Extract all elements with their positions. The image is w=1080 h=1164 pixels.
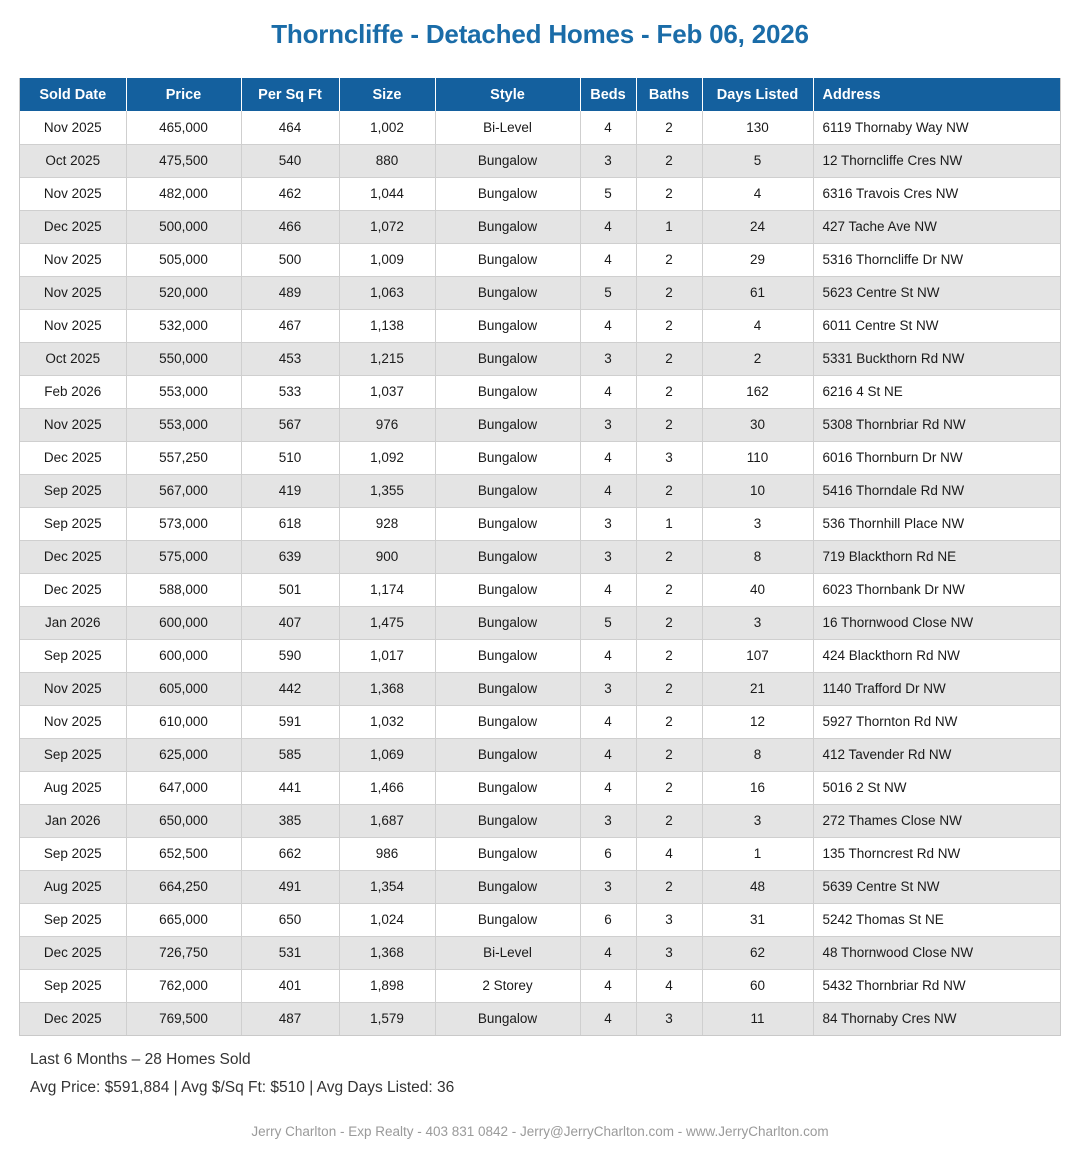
cell-per-sq-ft: 407 [241, 606, 339, 639]
table-row [20, 408, 1060, 441]
table-row [20, 144, 1060, 177]
cell-baths: 2 [636, 375, 702, 408]
column-header-style[interactable]: Style [435, 78, 580, 111]
cell-per-sq-ft: 453 [241, 342, 339, 375]
cell-beds: 4 [580, 738, 636, 771]
cell-sold-date: Jan 2026 [20, 606, 126, 639]
summary-line-averages: Avg Price: $591,884 | Avg $/Sq Ft: $510 | Avg Days Listed: 36 [30, 1079, 455, 1096]
cell-price: 505,000 [126, 243, 241, 276]
cell-address: 5927 Thornton Rd NW [813, 705, 1060, 738]
cell-price: 600,000 [126, 606, 241, 639]
cell-per-sq-ft: 533 [241, 375, 339, 408]
cell-baths: 2 [636, 639, 702, 672]
cell-sold-date: Dec 2025 [20, 573, 126, 606]
cell-per-sq-ft: 650 [241, 903, 339, 936]
cell-baths: 3 [636, 903, 702, 936]
table-header-row [20, 78, 1060, 111]
cell-beds: 4 [580, 309, 636, 342]
cell-baths: 4 [636, 837, 702, 870]
cell-size: 1,368 [339, 672, 435, 705]
column-header-per-sq-ft[interactable]: Per Sq Ft [241, 78, 339, 111]
cell-address: 135 Thorncrest Rd NW [813, 837, 1060, 870]
cell-days-listed: 30 [702, 408, 813, 441]
cell-days-listed: 48 [702, 870, 813, 903]
cell-price: 500,000 [126, 210, 241, 243]
cell-beds: 3 [580, 342, 636, 375]
cell-sold-date: Nov 2025 [20, 672, 126, 705]
cell-sold-date: Aug 2025 [20, 870, 126, 903]
cell-per-sq-ft: 618 [241, 507, 339, 540]
cell-address: 5432 Thornbriar Rd NW [813, 969, 1060, 1002]
cell-beds: 3 [580, 540, 636, 573]
cell-address: 1140 Trafford Dr NW [813, 672, 1060, 705]
cell-beds: 4 [580, 936, 636, 969]
cell-address: 6023 Thornbank Dr NW [813, 573, 1060, 606]
cell-style: Bungalow [435, 771, 580, 804]
cell-style: Bungalow [435, 705, 580, 738]
table-row [20, 672, 1060, 705]
cell-style: Bungalow [435, 903, 580, 936]
cell-size: 1,024 [339, 903, 435, 936]
table-row [20, 969, 1060, 1002]
cell-style: Bungalow [435, 342, 580, 375]
cell-address: 5316 Thorncliffe Dr NW [813, 243, 1060, 276]
cell-price: 575,000 [126, 540, 241, 573]
cell-days-listed: 21 [702, 672, 813, 705]
cell-price: 647,000 [126, 771, 241, 804]
table-row [20, 540, 1060, 573]
cell-baths: 2 [636, 738, 702, 771]
table-row [20, 210, 1060, 243]
cell-sold-date: Oct 2025 [20, 342, 126, 375]
cell-per-sq-ft: 510 [241, 441, 339, 474]
cell-baths: 1 [636, 507, 702, 540]
cell-style: Bungalow [435, 606, 580, 639]
cell-per-sq-ft: 501 [241, 573, 339, 606]
cell-days-listed: 24 [702, 210, 813, 243]
cell-days-listed: 60 [702, 969, 813, 1002]
cell-days-listed: 162 [702, 375, 813, 408]
cell-address: 16 Thornwood Close NW [813, 606, 1060, 639]
cell-days-listed: 40 [702, 573, 813, 606]
cell-sold-date: Jan 2026 [20, 804, 126, 837]
cell-price: 550,000 [126, 342, 241, 375]
cell-baths: 4 [636, 969, 702, 1002]
cell-address: 6316 Travois Cres NW [813, 177, 1060, 210]
column-header-size[interactable]: Size [339, 78, 435, 111]
table-body [20, 111, 1060, 1035]
cell-size: 1,355 [339, 474, 435, 507]
cell-baths: 2 [636, 573, 702, 606]
cell-per-sq-ft: 442 [241, 672, 339, 705]
cell-address: 272 Thames Close NW [813, 804, 1060, 837]
cell-beds: 5 [580, 606, 636, 639]
cell-address: 5416 Thorndale Rd NW [813, 474, 1060, 507]
table-row [20, 606, 1060, 639]
cell-beds: 4 [580, 210, 636, 243]
cell-price: 553,000 [126, 408, 241, 441]
cell-sold-date: Sep 2025 [20, 969, 126, 1002]
cell-address: 6016 Thornburn Dr NW [813, 441, 1060, 474]
cell-address: 412 Tavender Rd NW [813, 738, 1060, 771]
cell-baths: 2 [636, 276, 702, 309]
cell-days-listed: 8 [702, 540, 813, 573]
cell-baths: 3 [636, 1002, 702, 1035]
cell-days-listed: 12 [702, 705, 813, 738]
cell-address: 719 Blackthorn Rd NE [813, 540, 1060, 573]
cell-days-listed: 3 [702, 606, 813, 639]
cell-style: Bungalow [435, 144, 580, 177]
cell-days-listed: 110 [702, 441, 813, 474]
cell-size: 1,475 [339, 606, 435, 639]
cell-beds: 3 [580, 870, 636, 903]
cell-per-sq-ft: 385 [241, 804, 339, 837]
cell-size: 1,174 [339, 573, 435, 606]
cell-style: Bungalow [435, 243, 580, 276]
cell-style: Bungalow [435, 639, 580, 672]
table-row [20, 342, 1060, 375]
table-row [20, 573, 1060, 606]
cell-sold-date: Sep 2025 [20, 738, 126, 771]
cell-days-listed: 29 [702, 243, 813, 276]
cell-size: 1,044 [339, 177, 435, 210]
cell-baths: 3 [636, 441, 702, 474]
table-header [20, 78, 1060, 111]
table-row [20, 705, 1060, 738]
table-row [20, 177, 1060, 210]
cell-days-listed: 16 [702, 771, 813, 804]
footer-contact: Jerry Charlton - Exp Realty - 403 831 0842 - Jerry@JerryCharlton.com - www.JerryCharlton.com [251, 1124, 829, 1139]
cell-size: 1,354 [339, 870, 435, 903]
cell-size: 986 [339, 837, 435, 870]
cell-sold-date: Sep 2025 [20, 639, 126, 672]
cell-size: 1,092 [339, 441, 435, 474]
cell-baths: 2 [636, 672, 702, 705]
cell-price: 557,250 [126, 441, 241, 474]
table-row [20, 243, 1060, 276]
cell-price: 625,000 [126, 738, 241, 771]
cell-price: 769,500 [126, 1002, 241, 1035]
cell-per-sq-ft: 590 [241, 639, 339, 672]
table-row [20, 441, 1060, 474]
cell-style: Bungalow [435, 573, 580, 606]
cell-baths: 2 [636, 474, 702, 507]
cell-beds: 6 [580, 903, 636, 936]
cell-per-sq-ft: 489 [241, 276, 339, 309]
cell-sold-date: Dec 2025 [20, 441, 126, 474]
cell-beds: 4 [580, 771, 636, 804]
cell-style: Bungalow [435, 507, 580, 540]
cell-address: 427 Tache Ave NW [813, 210, 1060, 243]
cell-days-listed: 62 [702, 936, 813, 969]
cell-size: 1,069 [339, 738, 435, 771]
cell-style: Bungalow [435, 474, 580, 507]
cell-baths: 2 [636, 144, 702, 177]
summary-line-homes-sold: Last 6 Months – 28 Homes Sold [30, 1051, 251, 1068]
cell-baths: 2 [636, 342, 702, 375]
cell-baths: 2 [636, 408, 702, 441]
cell-beds: 3 [580, 804, 636, 837]
cell-per-sq-ft: 462 [241, 177, 339, 210]
cell-baths: 2 [636, 111, 702, 144]
cell-sold-date: Sep 2025 [20, 474, 126, 507]
cell-sold-date: Nov 2025 [20, 276, 126, 309]
cell-address: 6216 4 St NE [813, 375, 1060, 408]
cell-per-sq-ft: 419 [241, 474, 339, 507]
cell-beds: 4 [580, 639, 636, 672]
cell-size: 1,009 [339, 243, 435, 276]
cell-size: 1,037 [339, 375, 435, 408]
cell-price: 482,000 [126, 177, 241, 210]
cell-address: 424 Blackthorn Rd NW [813, 639, 1060, 672]
cell-price: 650,000 [126, 804, 241, 837]
cell-beds: 4 [580, 573, 636, 606]
cell-baths: 2 [636, 177, 702, 210]
cell-days-listed: 31 [702, 903, 813, 936]
cell-address: 84 Thornaby Cres NW [813, 1002, 1060, 1035]
cell-sold-date: Nov 2025 [20, 408, 126, 441]
cell-price: 665,000 [126, 903, 241, 936]
cell-address: 5331 Buckthorn Rd NW [813, 342, 1060, 375]
cell-days-listed: 4 [702, 177, 813, 210]
cell-sold-date: Sep 2025 [20, 507, 126, 540]
table-row [20, 936, 1060, 969]
cell-sold-date: Sep 2025 [20, 837, 126, 870]
cell-price: 520,000 [126, 276, 241, 309]
cell-style: Bungalow [435, 210, 580, 243]
table-row [20, 111, 1060, 144]
cell-beds: 3 [580, 408, 636, 441]
cell-price: 762,000 [126, 969, 241, 1002]
cell-sold-date: Feb 2026 [20, 375, 126, 408]
cell-baths: 2 [636, 309, 702, 342]
cell-style: Bungalow [435, 804, 580, 837]
cell-days-listed: 61 [702, 276, 813, 309]
table-row [20, 870, 1060, 903]
cell-days-listed: 10 [702, 474, 813, 507]
cell-address: 5639 Centre St NW [813, 870, 1060, 903]
cell-style: Bungalow [435, 276, 580, 309]
cell-days-listed: 5 [702, 144, 813, 177]
sales-table [20, 78, 1060, 1035]
column-header-days-listed[interactable]: Days Listed [702, 78, 813, 111]
cell-sold-date: Sep 2025 [20, 903, 126, 936]
cell-style: 2 Storey [435, 969, 580, 1002]
cell-price: 600,000 [126, 639, 241, 672]
cell-days-listed: 107 [702, 639, 813, 672]
cell-price: 726,750 [126, 936, 241, 969]
table-row [20, 1002, 1060, 1035]
cell-baths: 3 [636, 936, 702, 969]
cell-address: 12 Thorncliffe Cres NW [813, 144, 1060, 177]
column-header-sold-date[interactable]: Sold Date [20, 78, 126, 111]
page-title: Thorncliffe - Detached Homes - Feb 06, 2026 [271, 19, 809, 49]
cell-style: Bungalow [435, 177, 580, 210]
cell-size: 1,579 [339, 1002, 435, 1035]
cell-beds: 4 [580, 111, 636, 144]
cell-baths: 2 [636, 540, 702, 573]
cell-beds: 5 [580, 276, 636, 309]
sales-table-container [19, 78, 1061, 1036]
cell-price: 588,000 [126, 573, 241, 606]
cell-days-listed: 130 [702, 111, 813, 144]
cell-baths: 2 [636, 870, 702, 903]
cell-sold-date: Dec 2025 [20, 936, 126, 969]
cell-sold-date: Dec 2025 [20, 1002, 126, 1035]
cell-beds: 6 [580, 837, 636, 870]
cell-per-sq-ft: 500 [241, 243, 339, 276]
table-row [20, 804, 1060, 837]
table-row [20, 837, 1060, 870]
cell-size: 1,063 [339, 276, 435, 309]
summary-block [30, 1046, 454, 1102]
cell-per-sq-ft: 540 [241, 144, 339, 177]
cell-price: 610,000 [126, 705, 241, 738]
cell-days-listed: 1 [702, 837, 813, 870]
cell-size: 1,687 [339, 804, 435, 837]
cell-style: Bi-Level [435, 111, 580, 144]
cell-address: 536 Thornhill Place NW [813, 507, 1060, 540]
cell-sold-date: Nov 2025 [20, 177, 126, 210]
table-row [20, 507, 1060, 540]
cell-style: Bungalow [435, 1002, 580, 1035]
cell-size: 880 [339, 144, 435, 177]
column-header-price[interactable]: Price [126, 78, 241, 111]
cell-sold-date: Nov 2025 [20, 705, 126, 738]
cell-baths: 2 [636, 804, 702, 837]
cell-days-listed: 11 [702, 1002, 813, 1035]
cell-price: 664,250 [126, 870, 241, 903]
cell-days-listed: 2 [702, 342, 813, 375]
table-row [20, 309, 1060, 342]
cell-sold-date: Oct 2025 [20, 144, 126, 177]
cell-style: Bungalow [435, 870, 580, 903]
cell-per-sq-ft: 401 [241, 969, 339, 1002]
cell-per-sq-ft: 441 [241, 771, 339, 804]
cell-beds: 4 [580, 441, 636, 474]
cell-style: Bungalow [435, 441, 580, 474]
cell-per-sq-ft: 464 [241, 111, 339, 144]
cell-size: 976 [339, 408, 435, 441]
cell-style: Bungalow [435, 540, 580, 573]
cell-price: 475,500 [126, 144, 241, 177]
cell-style: Bi-Level [435, 936, 580, 969]
cell-days-listed: 3 [702, 507, 813, 540]
cell-beds: 4 [580, 969, 636, 1002]
cell-beds: 3 [580, 144, 636, 177]
cell-style: Bungalow [435, 738, 580, 771]
cell-size: 1,072 [339, 210, 435, 243]
cell-days-listed: 4 [702, 309, 813, 342]
cell-beds: 4 [580, 1002, 636, 1035]
cell-beds: 5 [580, 177, 636, 210]
cell-price: 652,500 [126, 837, 241, 870]
cell-size: 1,215 [339, 342, 435, 375]
cell-baths: 2 [636, 606, 702, 639]
cell-sold-date: Nov 2025 [20, 111, 126, 144]
cell-per-sq-ft: 466 [241, 210, 339, 243]
cell-address: 5016 2 St NW [813, 771, 1060, 804]
cell-per-sq-ft: 491 [241, 870, 339, 903]
cell-per-sq-ft: 467 [241, 309, 339, 342]
cell-style: Bungalow [435, 309, 580, 342]
cell-price: 465,000 [126, 111, 241, 144]
cell-address: 6119 Thornaby Way NW [813, 111, 1060, 144]
table-row [20, 375, 1060, 408]
cell-style: Bungalow [435, 375, 580, 408]
cell-size: 1,032 [339, 705, 435, 738]
cell-price: 573,000 [126, 507, 241, 540]
cell-beds: 4 [580, 474, 636, 507]
cell-sold-date: Aug 2025 [20, 771, 126, 804]
table-row [20, 771, 1060, 804]
cell-address: 48 Thornwood Close NW [813, 936, 1060, 969]
cell-baths: 1 [636, 210, 702, 243]
cell-per-sq-ft: 567 [241, 408, 339, 441]
cell-style: Bungalow [435, 672, 580, 705]
cell-size: 1,466 [339, 771, 435, 804]
cell-beds: 3 [580, 672, 636, 705]
cell-size: 1,138 [339, 309, 435, 342]
cell-per-sq-ft: 585 [241, 738, 339, 771]
cell-baths: 2 [636, 243, 702, 276]
column-header-beds[interactable]: Beds [580, 78, 636, 111]
cell-sold-date: Dec 2025 [20, 540, 126, 573]
column-header-baths[interactable]: Baths [636, 78, 702, 111]
cell-price: 605,000 [126, 672, 241, 705]
cell-sold-date: Dec 2025 [20, 210, 126, 243]
table-row [20, 903, 1060, 936]
table-row [20, 474, 1060, 507]
cell-beds: 4 [580, 243, 636, 276]
cell-days-listed: 3 [702, 804, 813, 837]
cell-price: 553,000 [126, 375, 241, 408]
cell-size: 928 [339, 507, 435, 540]
cell-baths: 2 [636, 705, 702, 738]
cell-baths: 2 [636, 771, 702, 804]
cell-per-sq-ft: 531 [241, 936, 339, 969]
cell-beds: 4 [580, 705, 636, 738]
cell-price: 532,000 [126, 309, 241, 342]
cell-address: 5623 Centre St NW [813, 276, 1060, 309]
cell-beds: 3 [580, 507, 636, 540]
column-header-address[interactable]: Address [813, 78, 1060, 111]
table-row [20, 639, 1060, 672]
cell-per-sq-ft: 487 [241, 1002, 339, 1035]
cell-size: 900 [339, 540, 435, 573]
cell-style: Bungalow [435, 837, 580, 870]
cell-price: 567,000 [126, 474, 241, 507]
cell-address: 6011 Centre St NW [813, 309, 1060, 342]
cell-per-sq-ft: 662 [241, 837, 339, 870]
cell-address: 5308 Thornbriar Rd NW [813, 408, 1060, 441]
cell-size: 1,002 [339, 111, 435, 144]
cell-size: 1,898 [339, 969, 435, 1002]
cell-days-listed: 8 [702, 738, 813, 771]
table-row [20, 276, 1060, 309]
cell-size: 1,368 [339, 936, 435, 969]
table-row [20, 738, 1060, 771]
cell-sold-date: Nov 2025 [20, 309, 126, 342]
cell-size: 1,017 [339, 639, 435, 672]
cell-address: 5242 Thomas St NE [813, 903, 1060, 936]
cell-beds: 4 [580, 375, 636, 408]
cell-style: Bungalow [435, 408, 580, 441]
cell-sold-date: Nov 2025 [20, 243, 126, 276]
cell-per-sq-ft: 639 [241, 540, 339, 573]
cell-per-sq-ft: 591 [241, 705, 339, 738]
